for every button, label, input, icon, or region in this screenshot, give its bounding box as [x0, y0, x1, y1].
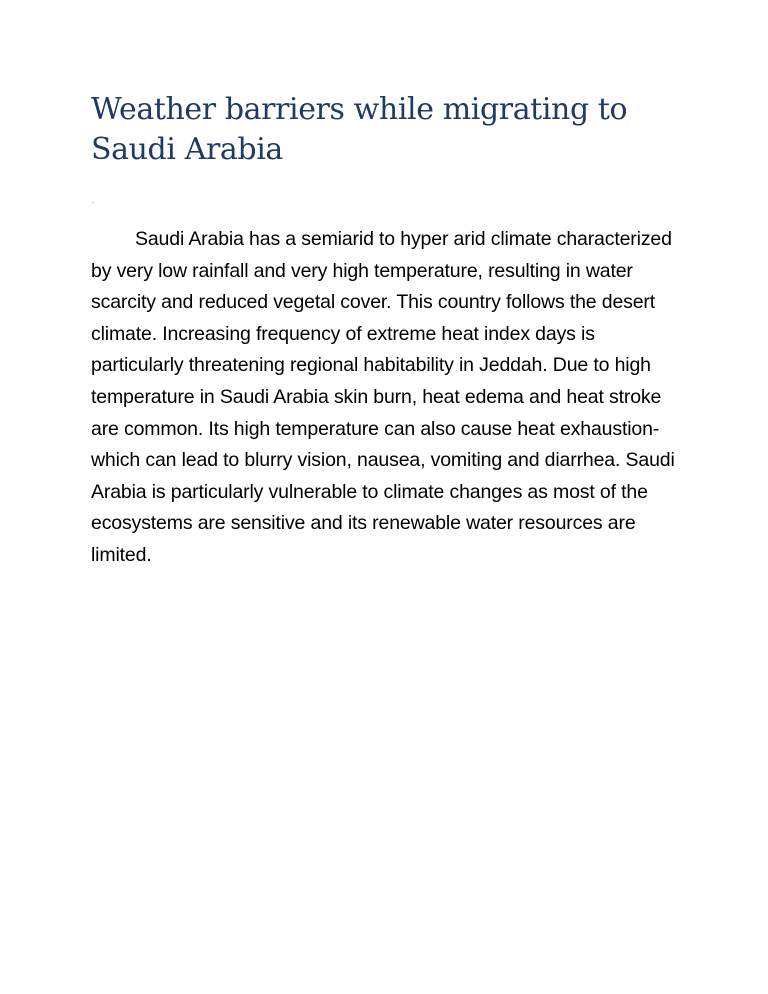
document-title: Weather barriers while migrating to Saudi Arabia	[91, 92, 628, 167]
body-paragraph: Saudi Arabia has a semiarid to hyper arid climate characterized by very low rainfall and very high temperature, resulting in water scarcity and reduced vegetal cover. This country follows the desert climate. Increasing frequency of extreme heat index days is particularly threatening regional habitability in Jeddah. Due to high temperature in Saudi Arabia skin burn, heat edema and heat stroke are common. Its high temperature can also cause heat exhaustion- which can lead to blurry vision, nausea, vomiting and diarrhea. Saudi Arabia is particularly vulnerable to climate changes as most of the ecosystems are sensitive and its renewable water resources are limited.	[91, 228, 675, 566]
paragraph-marker: .	[92, 196, 95, 205]
